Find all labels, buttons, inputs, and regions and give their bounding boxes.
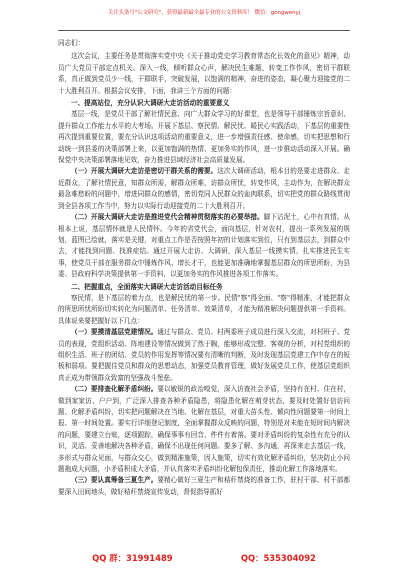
section-2-heading: 二、把握重点，全面落实大调研大走访活动目标任务 <box>71 282 223 291</box>
point-2-title: （二）开展大调研大走访是推进党代会精神贯彻落实的必要举措。 <box>71 213 264 222</box>
greeting: 同志们： <box>58 39 85 47</box>
sub-3-title: （三）要认真筹备三夏生产。 <box>71 476 158 485</box>
footer-qq-group: QQ 群：31991489 <box>92 553 173 563</box>
section-1-paragraph: 基层一线，是党员干部了解社情民意、向广大群众学习的好课堂，也是领导干部锤炼宗旨意识、提升群众工作能力水平的大考场。开展下基层、察民情、解民忧、暖民心实践活动，下基层的重要性再次提到重要位置，要充分认识这项活动的重要意义，进一步增强责任感、使命感，切实把思想和行动统一到县委的决策部署上来，以更加饱满的热情、更加务实的作风，进一步推动活动深入开展。确保党中央决策部署落地见效，奋力推进县域经济社会高质量发展。 <box>58 110 350 165</box>
sub-2-paragraph <box>58 384 350 475</box>
sub-2-text: 要以敏锐的政治嗅觉，深入访查社会矛盾，坚持有在村、住在村，做到家家访、户户到，广泛深入排查各种矛盾隐患，将隐患化解在萌芽状态，要及时处置好信访问题、化解矛盾纠纷，切实把问题解决在当地、化解在基层，对重大苗头性、倾向性问题要第一时间上报、第一时间处置。要实行详细登记制度，全面掌握群众反映的问题，特别是对未能在短时间内解决的问题，要建立台账，逐项跟踪，确保事事有回音、件件有着落。要对矛盾纠纷的复杂性有充分的认识，灵活、妥善地解决各种矛盾，确保不出现任何问题。要多了解、多沟通，再深来走去基层一线，多形式与群众见面，与群众交心，做到精准施策，因人施策，切实有效化解矛盾纠纷，坚决防止小问题拖成大问题，小矛盾积成大矛盾，并认真落实矛盾纠纷化解包保责任，推动化解工作落地落实。 <box>58 385 351 474</box>
intro-paragraph: 这次会议，主要任务是贯彻落实党中央《关于推动党史学习教育常态化长效化的意见》精神，动员广大党员干部定点机关、深入一线，倾听群众心声，解决民生难题，转变工作作风，密切干群联系，真正做到党员少一线，干群联手，突破发展，以饱满的精神，奋进的姿态，凝心聚力迎接党的二十大胜利召开。根据会议安排，下面，我讲三个方面的问题： <box>58 52 350 95</box>
document-body <box>58 38 350 498</box>
footer <box>58 552 350 564</box>
header-banner: 关注头条号"公文研究"，获得最新最全最专业的公文资料库！ 微信：gongwenyj <box>107 10 301 16</box>
sub-2-title: （二）要排查化解矛盾纠纷。 <box>71 385 158 394</box>
point-1-paragraph <box>58 166 350 212</box>
sub-3-paragraph <box>58 475 350 498</box>
sub-1-title: （一）要摸清基层党建情况。 <box>71 328 158 337</box>
point-2-paragraph <box>58 212 350 280</box>
footer-qq: QQ：535304092 <box>240 553 316 563</box>
point-1-title: （一）开展大调研大走访是密切干群关系的需要。 <box>71 167 218 176</box>
section-1-heading: 一、提高站位，充分认识大调研大走访活动的重要意义 <box>71 99 230 108</box>
header-divider <box>58 30 350 31</box>
point-2-text: 脚下沾泥土，心中有真情。从根本上说，基层情怀就是人民情怀。今年的省党代会，面向基层，针对农村，提出一系列发展的规划，蓝图已绘就，落实是关键，对重点工作是否按照年初的计划落实到位，只有到基层去，到群众中去，才能找到问题、找准症结。通过开展大走访、大调研，深入基层一线摸实情，扎实推进民生实事，使党员干部在服务群众中锤炼作风、增长才干，也能更加准确地掌握基层群众的所思所盼，为县委、县政府科学决策提供第一手资料，以更加务实的作风推进各项工作落实。 <box>58 213 351 279</box>
sub-3-text: 要精心做好三夏生产和秸秆禁烧的准备工作，驻村干部、村干部都要深入田间地头，做好秸秆禁烧宣传发动，督促指导抓好 <box>58 476 351 496</box>
point-1-text: 这次大调研活动，根本目的是要走进群众、走近群众，了解社情民意，知群众所需，解群众所难，访群众所忧，转变作风，主动作为，在解决群众最急难愁盼的问题中，增进同群众的感情，密切党同人民群众的血肉联系，切实把党的群众路线贯彻到全县各项工作当中，努力以实际行动迎接党的二十大胜利召开。 <box>58 167 351 210</box>
sub-1-paragraph <box>58 327 350 384</box>
sub-1-text: 通过与群众、党员、村两委班子成员进行深入交流，对村班子、党员的表现，党组织活动、阵地建设等情况做到了然于胸，能够形成完整、客观的分析，对村党组织的组织生活、班子的团结、党员的作用发挥等情况要有清晰的判断，及时发现基层党建工作中存在的短板和弱项。要把握住党员和群众的思想动态，加强党员教育管理，做好发展党员工作，使基层党组织真正成为带领群众致富的坚强战斗堡垒。 <box>58 328 351 382</box>
section-2-intro: 察民情，是下基层的着力点，也是解民忧的第一步。民情"察"得全面、"察"得精准，才能把群众的所思所忧所盼切实转化为问题清单、任务清单、效果清单，才能为精准解决问题提供第一手资料。具体说来要把握好以下几点： <box>58 293 350 325</box>
